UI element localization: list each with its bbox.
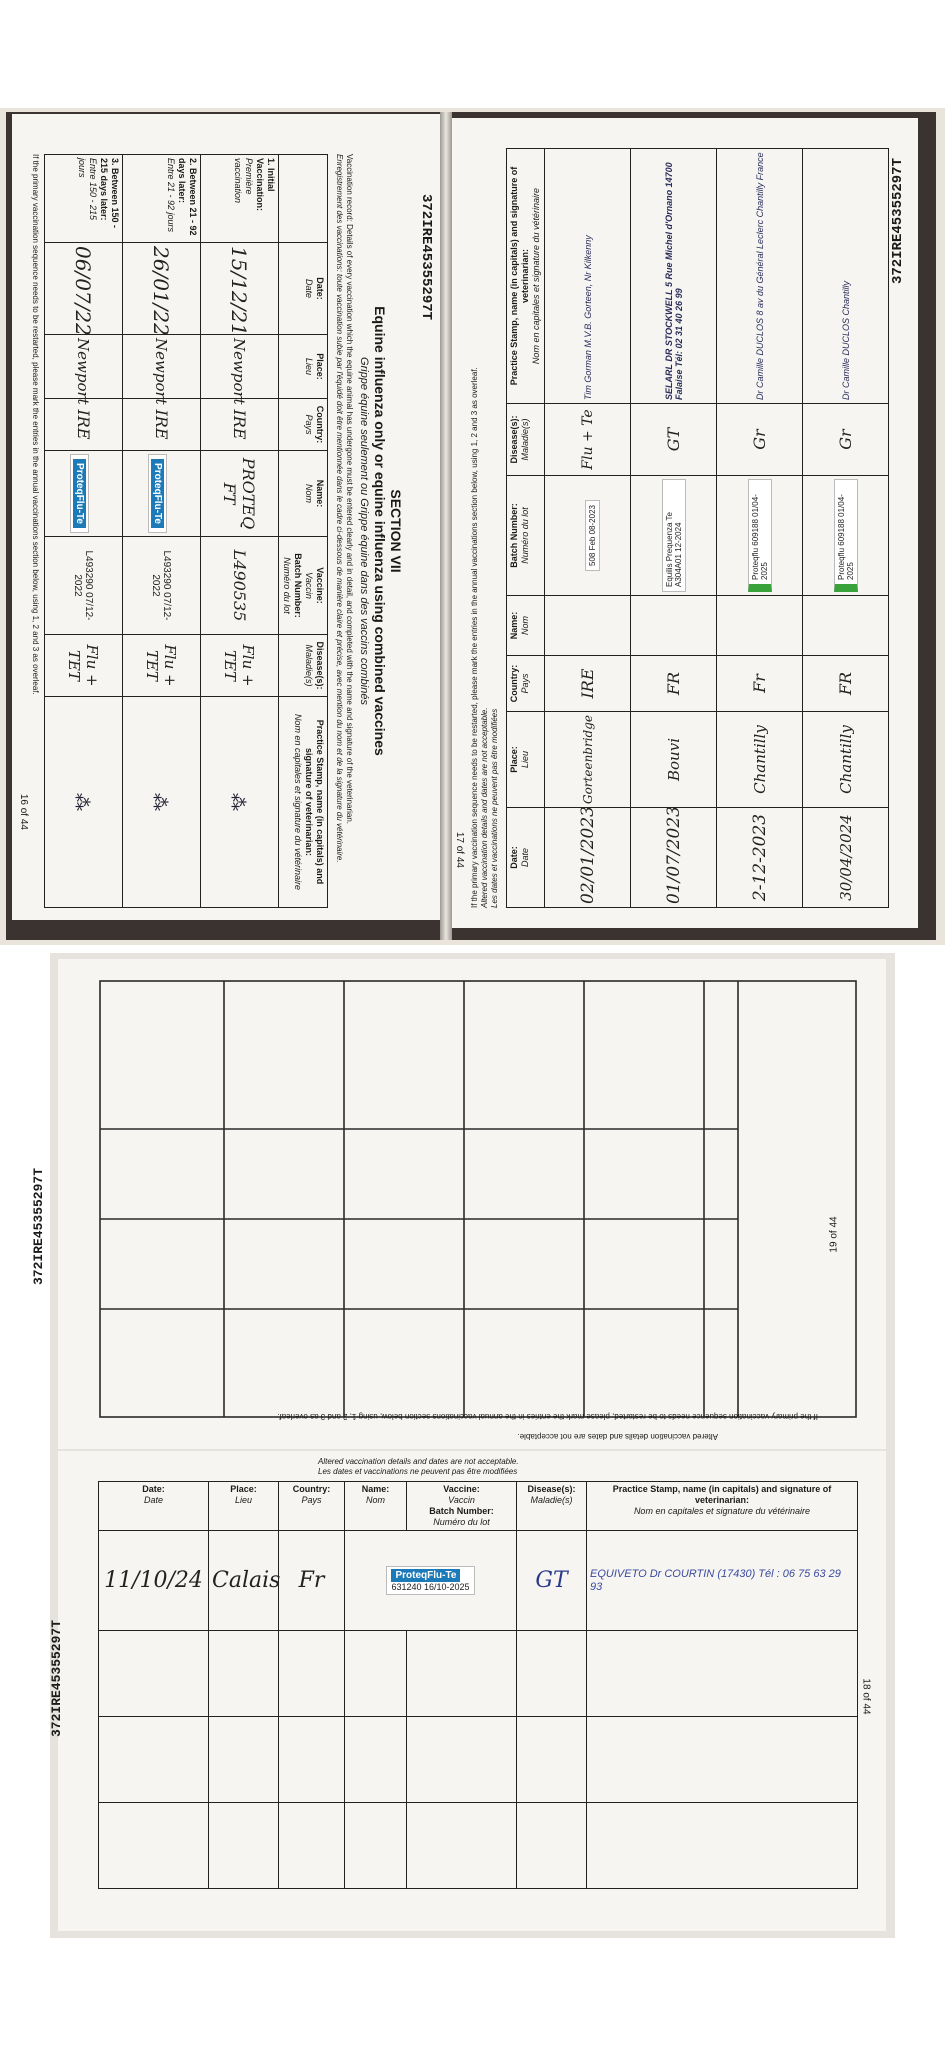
chip-id: 372IRE45355297T — [31, 1167, 47, 1286]
header-stamp: Practice Stamp, name (in capitals) and signature of veterinarian: Nom en capitales et signature du vétérinaire — [587, 1482, 858, 1531]
cell-stamp — [545, 149, 631, 404]
table-row — [545, 149, 631, 908]
chip-id: 372IRE45355297T — [49, 1619, 65, 1738]
header-disease: Disease(s): Maladie(s) — [507, 404, 545, 476]
header-place: Place: Lieu — [279, 335, 328, 399]
note-altered: Altered vaccination details and dates are not acceptable. — [318, 1457, 519, 1466]
cell-disease: Flu + TET — [201, 635, 279, 697]
cell-disease: Flu + Te — [545, 404, 631, 476]
section-title: SECTION VII — [388, 489, 404, 573]
vaccine-sticker: ProteqFlu-Te — [149, 454, 168, 533]
vet-stamp: Dr Camille DUCLOS Chantilly — [840, 280, 851, 400]
cell-name — [803, 596, 889, 656]
page-19-content — [31, 959, 886, 1449]
vaccination-table — [44, 154, 328, 908]
header-date: Date: Date — [99, 1482, 209, 1531]
header-disease: Disease(s): Maladie(s) — [517, 1482, 587, 1531]
cell-batch — [803, 476, 889, 596]
empty-vaccination-grid — [98, 979, 858, 1419]
header-name: Name: Nom — [507, 596, 545, 656]
cell-disease: Gr — [717, 404, 803, 476]
cell-name — [123, 451, 201, 537]
cell-name — [717, 596, 803, 656]
page-19 — [31, 959, 886, 1449]
cell-date: 15/12/21 — [201, 243, 279, 335]
cell-name — [45, 451, 123, 537]
vet-stamp: EQUIVETO Dr COURTIN (17430) Tél : 06 75 63 29 93 — [590, 1567, 841, 1593]
vaccination-table — [98, 1481, 858, 1889]
page-subtitle: Grippe équine seulement ou Grippe équine dans des vaccins combinés — [358, 357, 370, 705]
cell-batch: L493290 07/12-2022 — [123, 537, 201, 635]
cell-batch: L493290 07/12-2022 — [45, 537, 123, 635]
cell-country: FR — [803, 656, 889, 712]
page-16-content — [12, 114, 440, 920]
cell-stamp — [201, 697, 279, 908]
note-primary: If the primary vaccination sequence needs to be restarted, please mark the entries in the annual vaccinations section below, using 1, 2 and 3 as overleaf. — [470, 367, 479, 908]
cell-place: Newport — [123, 335, 201, 399]
cell-country: Fr — [279, 1531, 345, 1631]
cell-date: 02/01/2023 — [545, 808, 631, 908]
cell-name — [545, 596, 631, 656]
table-row — [99, 1631, 858, 1717]
cell-country: Fr — [717, 656, 803, 712]
cell-country: FR — [631, 656, 717, 712]
header-stamp: Practice Stamp, name (in capitals) and signature of veterinarian: Nom en capitales et signature du vétérinaire — [507, 149, 545, 404]
cell-batch: L490535 — [201, 537, 279, 635]
cell-batch — [345, 1531, 517, 1631]
page-number: 17 of 44 — [454, 831, 465, 868]
passport-photo-pages-18-19 — [31, 953, 895, 1938]
cell-disease: Flu + TET — [45, 635, 123, 697]
cell-date: 2-12-2023 — [717, 808, 803, 908]
page-18 — [49, 1451, 886, 1931]
page-title: Equine influenza only or equine influenza using combined vaccines — [372, 306, 388, 756]
cell-date: 01/07/2023 — [631, 808, 717, 908]
header-batch: Vaccine: Vaccin Batch Number: Numéro du lot — [279, 537, 328, 635]
cell-place: Gorteenbridge — [545, 712, 631, 808]
cell-country: IRE — [45, 399, 123, 451]
header-place: Place: Lieu — [507, 712, 545, 808]
page-16 — [12, 114, 440, 920]
cell-stamp — [717, 149, 803, 404]
cell-place: Newport — [45, 335, 123, 399]
instruction-fr: Enregistrement des vaccinations: toute vaccination subie par l'équidé doit être mentionnée dans le cadre ci-dessous de manière claire et précise, avec mention du nom et de la signature du vétérinaire. — [335, 154, 344, 863]
page-number: 19 of 44 — [828, 1216, 840, 1253]
cell-date: 30/04/2024 — [803, 808, 889, 908]
cell-country: IRE — [545, 656, 631, 712]
header-country: Country: Pays — [507, 656, 545, 712]
header-batch: Batch Number: Numéro du lot — [507, 476, 545, 596]
instruction-en: Vaccination record: Details of every vaccination which the equine animal has undergone must be entered clearly and in detail, and completed with the name and signature of the veterinarian. — [345, 154, 354, 825]
cell-country: IRE — [123, 399, 201, 451]
chip-id: 372IRE45355297T — [418, 194, 434, 321]
cell-date: 11/10/24 — [99, 1531, 209, 1631]
header-name: Name: Nom — [345, 1482, 407, 1531]
cell-disease: Flu + TET — [123, 635, 201, 697]
cell-date: 06/07/22 — [45, 243, 123, 335]
vaccination-table — [506, 148, 889, 908]
cell-batch — [631, 476, 717, 596]
chip-id: 372IRE45355297T — [890, 158, 906, 285]
page-17 — [452, 118, 918, 928]
table-row: 3. Between 150 - 215 days later: Entre 150 - 215 jours 06/07/22 Newport IRE ProteqFlu-Te L493290 07/12-2022 Flu + TET ⁂ — [45, 155, 123, 908]
cell-place: Chantilly — [803, 712, 889, 808]
cell-place: Newport — [201, 335, 279, 399]
table-row — [99, 1531, 858, 1631]
vaccine-sticker: Equilis Prequenza Te A304A01 12-2024 — [662, 479, 686, 592]
table-row — [99, 1717, 858, 1803]
vet-signature: ⁂ — [149, 793, 171, 811]
cell-stamp — [123, 697, 201, 908]
cell-disease: GT — [631, 404, 717, 476]
note-primary: If the primary vaccination sequence needs to be restarted, please mark the entries in the annual vaccinations section below, using 1, 2 and 3 as overleaf. — [277, 1412, 818, 1421]
header-stamp: Practice Stamp, name (in capitals) and signature of veterinarian: Nom en capitales et signature du vétérinaire — [279, 697, 328, 908]
passport-photo-pages-16-17 — [0, 108, 945, 945]
note-altered-fr: Les dates et vaccinations ne peuvent pas être modifiées — [318, 1467, 518, 1476]
cell-place: Calais — [209, 1531, 279, 1631]
cell-name: PROTEQ FT — [201, 451, 279, 537]
page-number: 16 of 44 — [18, 793, 29, 830]
cell-date: 26/01/22 — [123, 243, 201, 335]
cell-name — [631, 596, 717, 656]
cell-disease: Gr — [803, 404, 889, 476]
page-number: 18 of 44 — [860, 1678, 872, 1715]
header-place: Place: Lieu — [209, 1482, 279, 1531]
vaccine-sticker: 508 Feb 08-2023 — [585, 500, 600, 571]
table-row: 2. Between 21 - 92 days later: Entre 21 - 92 jours 26/01/22 Newport IRE ProteqFlu-Te L493290 07/12-2022 Flu + TET ⁂ — [123, 155, 201, 908]
vaccine-sticker: Proteqflu 609188 01/04-2025 — [834, 479, 858, 592]
cell-stamp — [45, 697, 123, 908]
cell-stamp — [631, 149, 717, 404]
vet-stamp: SELARL DR STOCKWELL 5 Rue Michel d'Ornano 14700 Falaise Tél: 02 31 40 26 99 — [663, 162, 684, 400]
cell-place: Chantilly — [717, 712, 803, 808]
header-date: Date: Date — [279, 243, 328, 335]
vaccine-sticker: ProteqFlu-Te — [71, 454, 90, 533]
vet-signature: ⁂ — [227, 793, 249, 811]
footer-note: If the primary vaccination sequence needs to be restarted, please mark the entries in the annual vaccinations section below, using 1, 2 and 3 as overleaf. — [31, 154, 40, 695]
book-spine — [440, 112, 452, 940]
header-batch: Vaccine: Vaccin Batch Number: Numéro du lot — [407, 1482, 517, 1531]
table-row — [99, 1803, 858, 1889]
header-country: Country: Pays — [279, 1482, 345, 1531]
vet-stamp: Tim Gorman M.V.B. Gorteen, Nr Kilkenny — [582, 235, 593, 400]
page-18-content — [49, 1451, 886, 1931]
vet-signature: ⁂ — [71, 793, 93, 811]
passport-book — [6, 112, 936, 940]
cell-country: IRE — [201, 399, 279, 451]
table-row: 1. Initial Vaccination: Première vaccination 15/12/21 Newport IRE PROTEQ FT L490535 Flu + TET ⁂ — [201, 155, 279, 908]
header-date: Date: Date — [507, 808, 545, 908]
table-row — [803, 149, 889, 908]
vaccine-sticker: Proteqflu 609188 01/04-2025 — [748, 479, 772, 592]
header-country: Country: Pays — [279, 399, 328, 451]
cell-stamp — [803, 149, 889, 404]
header-name: Name: Nom — [279, 451, 328, 537]
cell-batch — [545, 476, 631, 596]
note-altered: Altered vaccination details and dates are not acceptable. — [517, 1432, 718, 1441]
vet-stamp: Dr Camille DUCLOS 8 av du Général Leclerc Chantilly France — [754, 152, 765, 400]
cell-place: Bouvi — [631, 712, 717, 808]
cell-disease: GT — [517, 1531, 587, 1631]
header-disease: Disease(s): Maladie(s) — [279, 635, 328, 697]
note-altered-fr: Les dates et vaccinations ne peuvent pas être modifiées — [490, 708, 499, 908]
table-row — [717, 149, 803, 908]
cell-stamp — [587, 1531, 858, 1631]
table-row — [631, 149, 717, 908]
vaccine-sticker: ProteqFlu-Te 631240 16/10-2025 — [386, 1566, 474, 1595]
cell-batch — [717, 476, 803, 596]
note-altered: Altered vaccination details and dates are not acceptable. — [480, 707, 489, 908]
page-17-content — [452, 118, 918, 928]
